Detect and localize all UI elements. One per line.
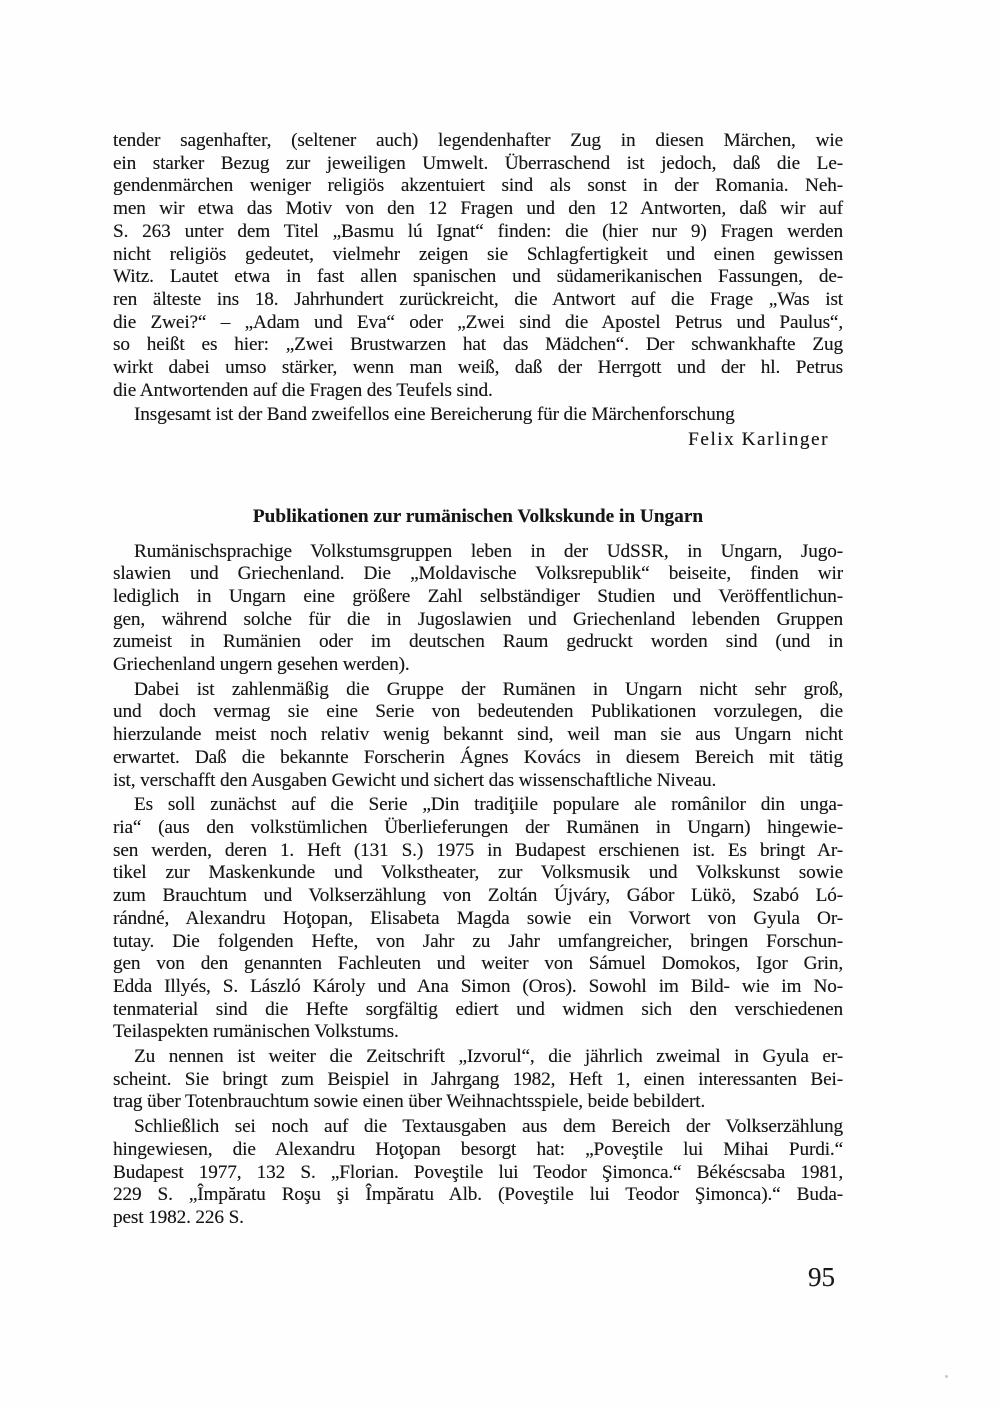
text-line: die Zwei?“ – „Adam und Eva“ oder „Zwei sind die Apostel Petrus und Paulus“, — [113, 311, 843, 333]
paragraph — [113, 1046, 843, 1114]
text-line: trag über Totenbrauchtum sowie einen über Weihnachtsspiele, beide bebildert. — [113, 1091, 706, 1113]
text-line: Schließlich sei noch auf die Textausgaben aus dem Bereich der Volkserzählung — [134, 1116, 843, 1138]
text-line: S. 263 unter dem Titel „Basmu lú Ignat“ finden: die (hier nur 9) Fragen werden — [113, 220, 843, 242]
text-line: tender sagenhafter, (seltener auch) legendenhafter Zug in diesen Märchen, wie — [113, 130, 843, 151]
text-line: tutay. Die folgenden Hefte, von Jahr zu Jahr umfangreicher, bringen Forschun- — [113, 930, 843, 952]
text-line: so heißt es hier: „Zwei Brustwarzen hat das Mädchen“. Der schwankhafte Zug — [113, 334, 843, 356]
author-signature — [113, 429, 843, 452]
text-line: hierzulande meist noch relativ wenig bekannt sind, weil man sie aus Ungarn nicht — [113, 724, 843, 746]
text-line: sen werden, deren 1. Heft (131 S.) 1975 in Budapest erschienen ist. Es bringt Ar- — [113, 839, 843, 861]
text-line: die Antwortenden auf die Fragen des Teufels sind. — [113, 379, 493, 401]
text-line: nicht religiös gedeutet, vielmehr zeigen sie Schlagfertigkeit und einen gewissen — [113, 243, 843, 265]
text-line: lediglich in Ungarn eine größere Zahl selbständiger Studien und Veröffentlichun- — [113, 585, 843, 607]
text-line: ist, verschafft den Ausgaben Gewicht und sichert das wissenschaftliche Niveau. — [113, 769, 717, 791]
text-line: ria“ (aus den volkstümlichen Überlieferungen der Rumänen in Ungarn) hingewie- — [113, 816, 843, 838]
text-line: men wir etwa das Motiv von den 12 Fragen und den 12 Antworten, daß wir auf — [113, 198, 843, 220]
text-line: Rumänischsprachige Volkstumsgruppen leben in der UdSSR, in Ungarn, Jugo- — [134, 540, 843, 562]
paragraph — [113, 794, 843, 1044]
text-line: rándné, Alexandru Hoţopan, Elisabeta Magda sowie ein Vorwort von Gyula Or- — [113, 907, 843, 929]
paragraph — [113, 130, 843, 402]
text-line: tenmaterial sind die Hefte sorgfältig ediert und widmen sich den verschiedenen — [113, 998, 843, 1020]
text-line: Publikationen zur rumänischen Volkskunde in Ungarn — [252, 505, 704, 527]
text-line: hingewiesen, die Alexandru Hoţopan besorgt hat: „Poveştile lui Mihai Purdi.“ — [113, 1138, 843, 1160]
text-line: Griechenland ungern gesehen werden). — [113, 654, 410, 676]
text-line: zum Brauchtum und Volkserzählung von Zoltán Újváry, Gábor Lükö, Szabó Ló- — [113, 885, 843, 907]
paragraph — [113, 1116, 843, 1230]
text-line: Dabei ist zahlenmäßig die Gruppe der Rumänen in Ungarn nicht sehr groß, — [134, 678, 843, 700]
text-line: ein starker Bezug zur jeweiligen Umwelt. Überraschend ist jedoch, daß die Le- — [113, 152, 843, 174]
text-line: slawien und Griechenland. Die „Moldavische Volksrepublik“ beiseite, finden wir — [113, 563, 843, 585]
text-line: zumeist in Rumänien oder im deutschen Raum gedruckt worden sind (und in — [113, 631, 843, 653]
text-line: pest 1982. 226 S. — [113, 1206, 244, 1228]
text-line: scheint. Sie bringt zum Beispiel in Jahrgang 1982, Heft 1, einen interessanten Bei- — [113, 1068, 843, 1090]
text-line: wirkt dabei umso stärker, wenn man weiß, daß der Herrgott und der hl. Petrus — [113, 357, 843, 379]
text-line: gen, während solche für die in Jugoslawien und Griechenland lebenden Gruppen — [113, 608, 843, 630]
section-heading — [113, 506, 843, 529]
text-line: ren älteste ins 18. Jahrhundert zurückreicht, die Antwort auf die Frage „Was ist — [113, 288, 843, 310]
text-line: gendenmärchen weniger religiös akzentuiert sind als sonst in der Romania. Neh- — [113, 175, 843, 197]
text-line: Es soll zunächst auf die Serie „Din tradiţiile populare ale românilor din unga- — [134, 794, 843, 816]
text-line: und doch vermag sie eine Serie von bedeutenden Publikationen vorzulegen, die — [113, 701, 843, 723]
text-line: Felix Karlinger — [688, 429, 829, 451]
paragraph — [113, 679, 843, 793]
text-line: tikel zur Maskenkunde und Volkstheater, zur Volksmusik und Volkskunst sowie — [113, 862, 843, 884]
text-line: Budapest 1977, 132 S. „Florian. Poveştile lui Teodor Şimonca.“ Békéscsaba 1981, — [113, 1161, 843, 1183]
scan-speck-artifact — [945, 1375, 948, 1378]
paragraph — [113, 541, 843, 677]
text-line: erwartet. Daß die bekannte Forscherin Ágnes Kovács in diesem Bereich mit tätig — [113, 746, 843, 768]
text-line: Edda Illyés, S. László Károly und Ana Simon (Oros). Sowohl im Bild- wie im No- — [113, 975, 843, 997]
text-column — [113, 130, 843, 1230]
page-number: 95 — [808, 1262, 835, 1292]
text-line: Teilaspekten rumänischen Volkstums. — [113, 1021, 399, 1043]
text-line: gen von den genannten Fachleuten und weiter von Sámuel Domokos, Igor Grin, — [113, 953, 843, 975]
paragraph — [113, 404, 843, 427]
text-line: Insgesamt ist der Band zweifellos eine Bereicherung für die Märchenforschung — [134, 404, 735, 426]
text-line: Zu nennen ist weiter die Zeitschrift „Izvorul“, die jährlich zweimal in Gyula er- — [134, 1046, 843, 1068]
text-line: 229 S. „Împăratu Roşu şi Împăratu Alb. (Poveştile lui Teodor Şimonca).“ Buda- — [113, 1184, 843, 1206]
text-line: Witz. Lautet etwa in fast allen spanischen und südamerikanischen Fassungen, de- — [113, 266, 843, 288]
